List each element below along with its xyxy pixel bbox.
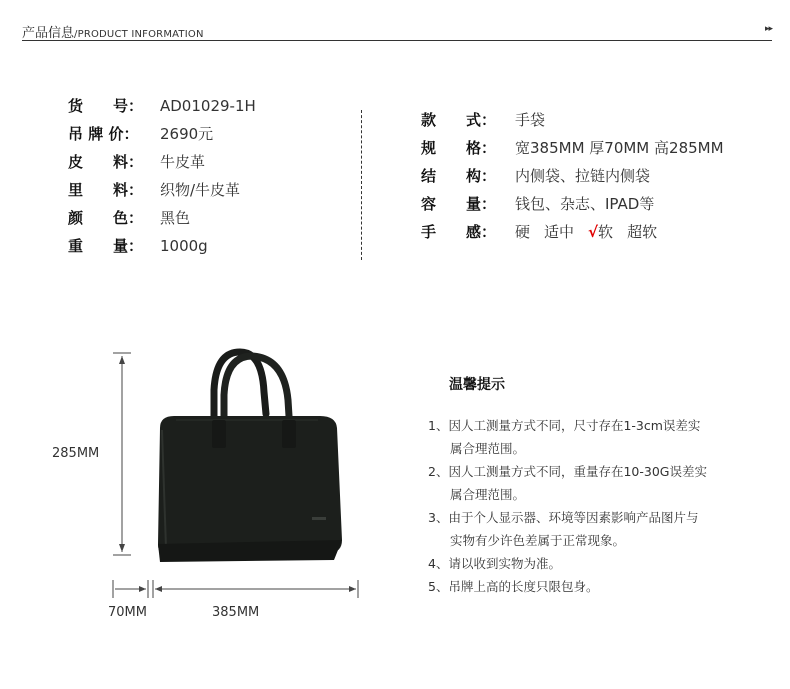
feel-option-soft: 软: [598, 223, 614, 241]
spec-value: 宽385MM 厚70MM 高285MM: [515, 139, 724, 157]
spec-label: 颜 色：: [68, 209, 144, 227]
tips-title: 温馨提示: [449, 377, 505, 393]
spec-label: 重 量：: [68, 237, 144, 255]
tip-item: 3、由于个人显示器、环境等因素影响产品图片与: [428, 510, 699, 525]
spec-value: 2690元: [160, 125, 214, 143]
spec-label: 规 格：: [421, 139, 497, 157]
depth-label: 70MM: [108, 605, 147, 620]
feel-option-extra-soft: 超软: [627, 223, 658, 241]
spec-label: 货 号：: [68, 97, 144, 115]
spec-label: 手 感：: [421, 223, 497, 241]
spec-value: 手袋: [515, 111, 546, 129]
spec-value: 牛皮革: [160, 153, 206, 171]
height-dimension-line: [113, 353, 131, 555]
spec-value: 内侧袋、拉链内侧袋: [515, 167, 651, 185]
feel-option-hard: 硬: [515, 223, 531, 241]
bag-body: [158, 416, 342, 556]
tip-item-continued: 属合理范围。: [450, 487, 526, 502]
feel-option-medium: 适中: [544, 223, 575, 241]
spec-label: 皮 料：: [68, 153, 144, 171]
spec-value: 黑色: [160, 209, 191, 227]
depth-dimension-line: [113, 580, 148, 598]
spec-value: AD01029-1H: [160, 97, 256, 115]
spec-label: 里 料：: [68, 181, 144, 199]
tips-list: [428, 414, 758, 598]
tip-item: 2、因人工测量方式不同，重量存在10-30G误差实: [428, 464, 707, 479]
tip-item-continued: 实物有少许色差属于正常现象。: [450, 533, 626, 548]
spec-label: 吊 牌 价：: [68, 125, 139, 143]
width-dimension-line: [153, 580, 358, 598]
section-title-en: /PRODUCT INFORMATION: [74, 29, 204, 40]
spec-label: 容 量：: [421, 195, 497, 213]
tip-item: 4、请以收到实物为准。: [428, 556, 561, 571]
tip-item-continued: 属合理范围。: [450, 441, 526, 456]
spec-value: 1000g: [160, 237, 208, 255]
height-label: 285MM: [52, 446, 100, 461]
spec-label: 结 构：: [421, 167, 497, 185]
spec-label: 款 式：: [421, 111, 497, 129]
width-label: 385MM: [212, 605, 260, 620]
tip-item: 5、吊牌上高的长度只限包身。: [428, 579, 599, 594]
spec-value: 钱包、杂志、IPAD等: [515, 195, 655, 213]
check-mark-icon: √: [588, 223, 599, 241]
section-title-cn: 产品信息: [22, 26, 75, 41]
spec-value: 织物/牛皮革: [160, 181, 241, 199]
double-arrow-icon: ▸▸: [764, 24, 772, 34]
tip-item: 1、因人工测量方式不同，尺寸存在1-3cm误差实: [428, 418, 701, 433]
